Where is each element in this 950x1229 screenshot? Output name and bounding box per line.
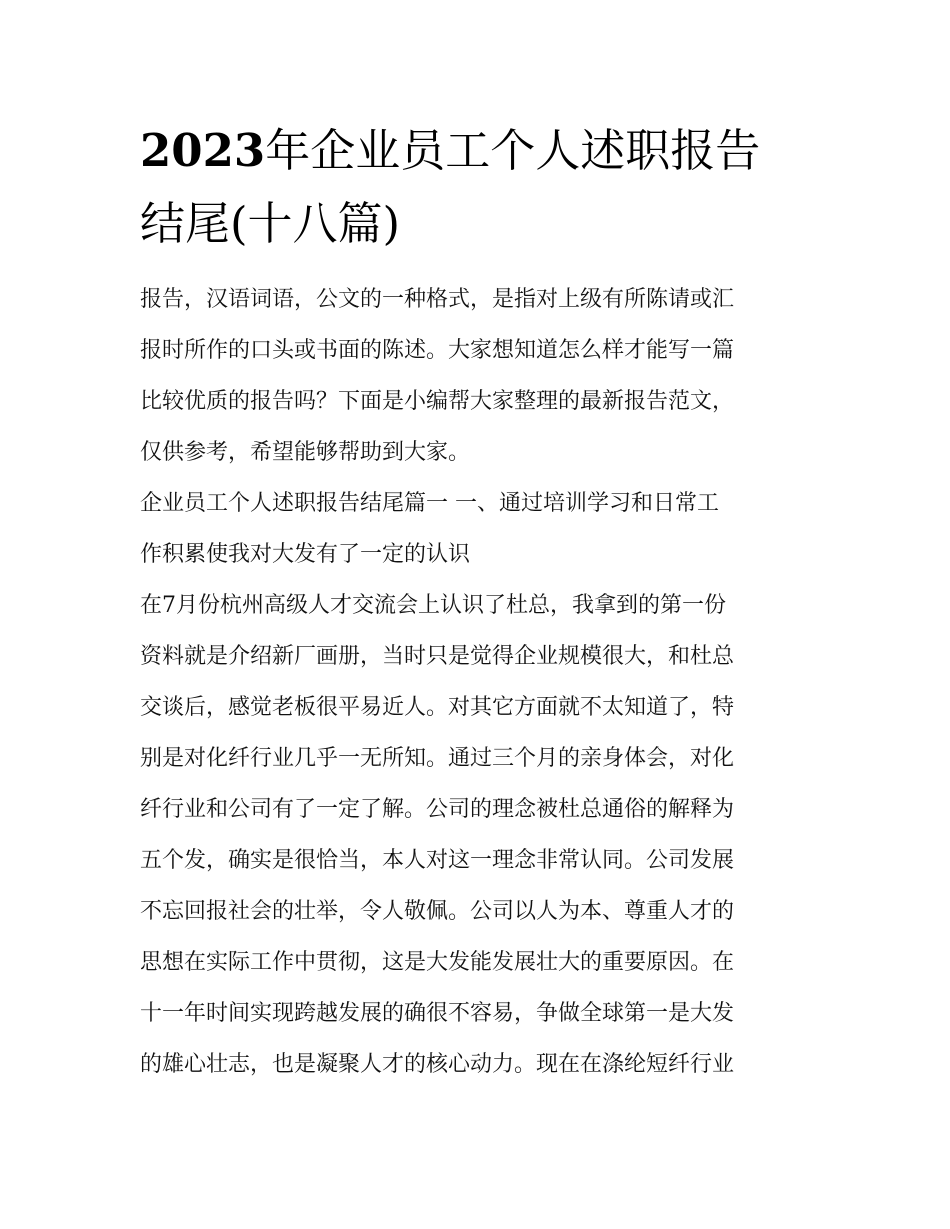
- section-heading-paragraph: 企业员工个人述职报告结尾篇一 一、通过培训学习和日常工 作积累使我对大发有了一定的认识: [140, 491, 719, 567]
- document-body: [140, 274, 815, 1090]
- title-year: 2023: [140, 124, 266, 177]
- body-paragraph: 在7月份杭州高级人才交流会上认识了杜总，我拿到的第一份 资料就是介绍新厂画册，当时只是觉得企业规模很大，和杜总 交谈后，感觉老板很平易近人。对其它方面就不太知道了，特 别是对化纤行业几乎一无所知。通过三个月的亲身体会，对化 纤行业和公司有了一定了解。公司的理念被杜总通俗的解释为 五个发，确实是很恰当，本人对这一理念非常认同。公司发展 不忘回报社会的壮举，令人敬佩。公司以人为本、尊重人才的 思想在实际工作中贯彻，这是大发能发展壮大的重要原因。在 十一年时间实现跨越发展的确很不容易，争做全球第一是大发 的雄心壮志，也是凝聚人才的核心动力。现在在涤纶短纤行业: [140, 593, 735, 1077]
- title-text: 年企业员工个人述职报告 结尾(十八篇): [140, 124, 761, 250]
- document-content: [140, 114, 815, 1090]
- document-title: [140, 114, 815, 260]
- intro-paragraph: 报告，汉语词语，公文的一种格式，是指对上级有所陈请或汇 报时所作的口头或书面的陈述。大家想知道怎么样才能写一篇 比较优质的报告吗？下面是小编帮大家整理的最新报告范文， 仅供参考，希望能够帮助到大家。: [140, 287, 735, 465]
